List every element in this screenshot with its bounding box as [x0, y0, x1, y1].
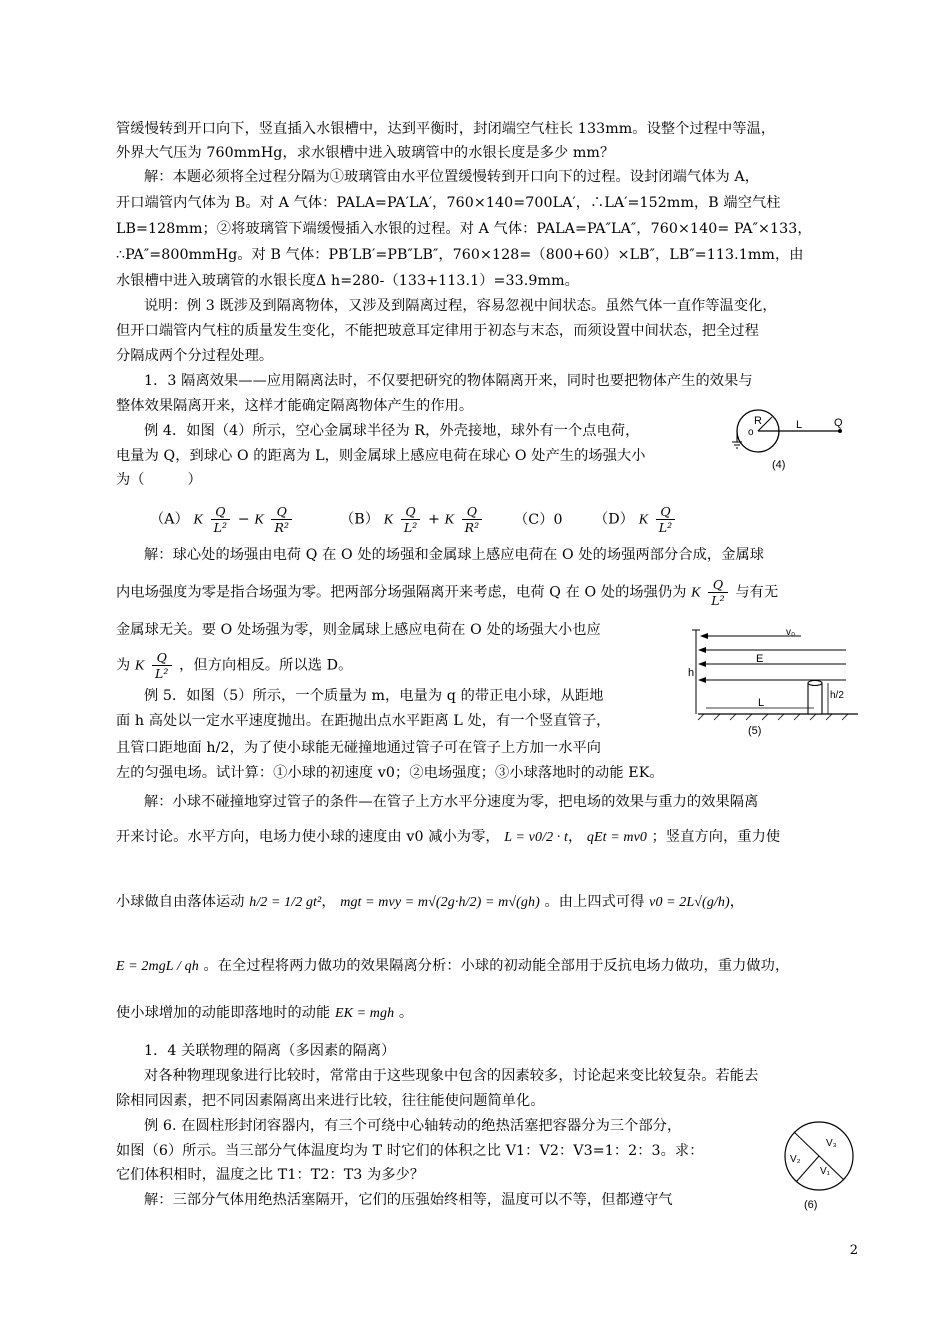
- text-line: 如图（6）所示。当三部分气体温度均为 T 时它们的体积之比 V1：V2：V3=1：2：3。求：: [116, 1143, 704, 1159]
- vertical-tube: [808, 683, 822, 714]
- equation-2: qEt = mv0: [586, 830, 647, 845]
- text-line: 例 6. 在圆柱形封闭容器内，有三个可绕中心轴转动的绝热活塞把容器分为三个部分，: [144, 1118, 682, 1134]
- text-line: 整体效果隔离开来，这样才能确定隔离物体产生的作用。: [116, 398, 474, 414]
- text-line: 除相同因素，把不同因素隔离出来进行比较，往往能使问题简单化。: [116, 1093, 545, 1109]
- page-number: 2: [849, 1243, 858, 1258]
- text-line: 对各种物理现象进行比较时，常常由于这些现象中包含的因素较多，讨论起来变比较复杂。若能去: [144, 1068, 759, 1084]
- figure-caption: (4): [772, 459, 786, 471]
- label-h: h: [688, 667, 695, 679]
- text-line: 解：小球不碰撞地穿过管子的条件—在管子上方水平分速度为零，把电场的效果与重力的效果隔离: [144, 794, 759, 810]
- label-L: L: [758, 697, 765, 709]
- label-R: R: [754, 415, 762, 427]
- label-Q: Q: [834, 417, 843, 429]
- text-line: 金属球无关。要 O 处场强为零，则金属球上感应电荷在 O 处的场强大小也应: [116, 622, 601, 638]
- equation-5: v0 = 2L√(g/h): [649, 895, 730, 910]
- point-charge: [838, 429, 842, 433]
- label-v1: V₁: [820, 1166, 831, 1177]
- text-line: E = 2mgL / qh 。在全过程将两力做功的效果隔离分析：小球的初动能全部用于反抗电场力做功，重力做功，: [116, 958, 790, 974]
- text-line: ∴PA″=800mmHg。对 B 气体：PB′LB′=PB″LB″，760×128=（800+60）×LB″，LB″=113.1mm，由: [116, 247, 804, 263]
- text-line: 解：本题必须将全过程分隔为①玻璃管由水平位置缓慢转到开口向下的过程。设封闭端气体为 A，: [144, 169, 760, 185]
- label-v2: V₂: [790, 1154, 801, 1165]
- equation-3: h/2 = 1/2 gt²: [249, 895, 322, 910]
- equation-7: EK = mgh: [334, 1006, 395, 1021]
- equation-6: E = 2mgL / qh: [116, 959, 199, 974]
- section-heading: 1．3 隔离效果——应用隔离法时，不仅要把研究的物体隔离开来，同时也要把物体产生的效果与: [144, 373, 753, 389]
- text-line: 管缓慢转到开口向下，竖直插入水银槽中，达到平衡时，封闭端空气柱长 133mm。设整个过程中等温，: [116, 121, 776, 137]
- option-a: （A） K $\frac{Q}{\text{L²}}$ − K $\frac{Q}{\text{R²}}$: [150, 504, 295, 535]
- text-line: 内电场强度为零是指合场强为零。把两部分场强隔离开来考虑，电荷 Q 在 O 处的场强仍为 K $\frac{Q}{\text{L²}}$ 与有无: [116, 577, 779, 608]
- text-line: 但开口端管内气柱的质量发生变化，不能把玻意耳定律用于初态与末态，而须设置中间状态，把全过程: [116, 323, 759, 339]
- text-line: 解：球心处的场强由电荷 Q 在 O 处的场强和金属球上感应电荷在 O 处的场强两部分合成，金属球: [144, 547, 765, 563]
- figure-caption: (6): [804, 1199, 818, 1211]
- text-line: LB=128mm；②将玻璃管下端缓慢插入水银的过程。对 A 气体：PALA=PA″LA″，760×140= PA″×133，: [116, 221, 812, 237]
- text-line: 为（ ）: [116, 472, 202, 488]
- label-v0: v₀: [786, 628, 796, 638]
- section-heading: 1．4 关联物理的隔离（多因素的隔离）: [144, 1043, 396, 1059]
- option-b: （B） K $\frac{Q}{\text{L²}}$ + K $\frac{Q}{\text{R²}}$: [340, 504, 485, 535]
- text-line: 使小球增加的动能即落地时的动能 EK = mgh 。: [116, 1005, 414, 1021]
- piston-1: [794, 1132, 819, 1156]
- text-line: 分隔成两个分过程处理。: [116, 348, 274, 364]
- text-line: 外界大气压为 760mmHg，求水银槽中进入玻璃管中的水银长度是多少 mm？: [116, 145, 615, 161]
- text-line: 左的匀强电场。试计算：①小球的初速度 v0；②电场强度；③小球落地时的动能 EK。: [116, 765, 664, 781]
- text-line: 且管口距地面 h/2，为了使小球能无碰撞地通过管子可在管子上方加一水平向: [116, 740, 602, 756]
- label-v3: V₃: [826, 1138, 837, 1149]
- figure-5-diagram: [686, 628, 866, 740]
- text-line: 说明：例 3 既涉及到隔离物体，又涉及到隔离过程，容易忽视中间状态。虽然气体一直作等温变化，: [144, 298, 777, 314]
- text-line: 面 h 高处以一定水平速度抛出。在距抛出点水平距离 L 处，有一个竖直管子，: [116, 713, 611, 729]
- text-line: 开来讨论。水平方向，电场力使小球的速度由 v0 减小为零， L = v0/2 · t， qEt = mv0 ；竖直方向，重力使: [116, 829, 781, 845]
- label-E: E: [756, 653, 764, 665]
- figure-caption: (5): [748, 725, 762, 737]
- text-line: 解：三部分气体用绝热活塞隔开，它们的压强始终相等，温度可以不等，但都遵守气: [144, 1192, 673, 1208]
- text-line: 为 K $\frac{Q}{\text{L²}}$ ，但方向相反。所以选 D。: [116, 650, 353, 681]
- option-c: （C）0: [514, 512, 563, 528]
- text-line: 例 4．如图（4）所示，空心金属球半径为 R，外壳接地，球外有一个点电荷，: [144, 423, 640, 439]
- text-line: 它们体积相时，温度之比 T1：T2：T3 为多少？: [116, 1167, 425, 1183]
- text-line: 电量为 Q，到球心 O 的距离为 L，则金属球上感应电荷在球心 O 处产生的场强大小: [116, 448, 646, 464]
- figure-6-diagram: [776, 1118, 866, 1212]
- label-half-h: h/2: [830, 690, 844, 701]
- equation-4: mgt = mvy = m√(2g·h/2) = m√(gh): [340, 895, 540, 910]
- text-line: 例 5．如图（5）所示，一个质量为 m，电量为 q 的带正电小球，从距地: [144, 688, 604, 704]
- text-line: 小球做自由落体运动 h/2 = 1/2 gt²， mgt = mvy = m√(2g·h/2) = m√(gh) 。由上四式可得 v0 = 2L√(g/h)，: [116, 894, 745, 910]
- label-L: L: [796, 419, 803, 431]
- option-d: （D） K $\frac{Q}{\text{L²}}$: [594, 504, 678, 535]
- text-line: 开口端管内气体为 B。对 A 气体：PALA=PA′LA′，760×140=700LA′，∴LA′=152mm，B 端空气柱: [116, 195, 781, 211]
- figure-4-diagram: [728, 404, 858, 474]
- text-line: 水银槽中进入玻璃管的水银长度Δ h=280-（133+113.1）=33.9mm。: [116, 273, 579, 289]
- label-o: o: [748, 427, 754, 438]
- equation-1: L = v0/2 · t: [504, 830, 568, 845]
